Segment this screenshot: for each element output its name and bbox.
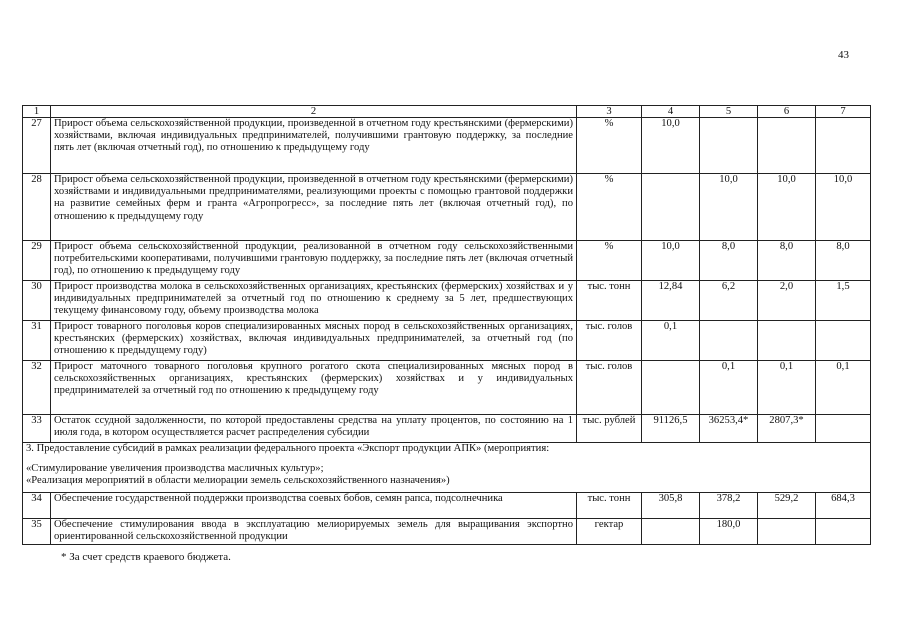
value-cell (642, 361, 700, 415)
header-cell: 4 (642, 106, 700, 118)
indicator-text: Прирост товарного поголовья коров специализированных мясных пород в сельскохозяйственных организациях, крестьянских (фермерских) хозяйствах, включая индивидуальных предпринимателей, за отчетный год (по отношению к предыдущему году) (51, 321, 577, 361)
unit-cell: тыс. тонн (577, 493, 642, 519)
value-cell: 8,0 (816, 241, 871, 281)
value-cell: 180,0 (700, 519, 758, 545)
value-cell: 10,0 (816, 174, 871, 241)
value-cell: 0,1 (642, 321, 700, 361)
value-cell: 12,84 (642, 281, 700, 321)
value-cell (642, 174, 700, 241)
value-cell: 10,0 (758, 174, 816, 241)
row-number: 27 (23, 118, 51, 174)
value-cell: 0,1 (700, 361, 758, 415)
indicator-text: Прирост маточного товарного поголовья крупного рогатого скота специализированных мясных пород в сельскохозяйственных организациях, крестьянских (фермерских) хозяйствах и у индивидуальных предпринимателей за отчетный год по отношению к предыдущему году (51, 361, 577, 415)
table-row (23, 241, 871, 281)
footnote: * За счет средств краевого бюджета. (61, 551, 231, 563)
row-number: 30 (23, 281, 51, 321)
value-cell (700, 321, 758, 361)
indicator-text: Прирост объема сельскохозяйственной продукции, произведенной в отчетном году крестьянскими (фермерскими) хозяйствами и индивидуальными предпринимателями, реализующими проекты с помощью грантовой поддержки на развитие семейных ферм и гранта «Агропрогресс», за последние пять лет (включая отчетный год), по отношению к предыдущему году (51, 174, 577, 241)
header-cell: 6 (758, 106, 816, 118)
indicator-text: Обеспечение стимулирования ввода в эксплуатацию мелиорируемых земель для выращивания экспортно ориентированной сельскохозяйственной продукции (51, 519, 577, 545)
value-cell: 529,2 (758, 493, 816, 519)
section-row (23, 443, 871, 493)
value-cell: 2,0 (758, 281, 816, 321)
value-cell: 36253,4* (700, 415, 758, 443)
unit-cell: % (577, 241, 642, 281)
indicator-text: Остаток ссудной задолженности, по которой предоставлены средства на уплату процентов, по состоянию на 1 июля года, в котором осуществляется расчет распределения субсидии (51, 415, 577, 443)
row-number: 29 (23, 241, 51, 281)
indicator-text: Прирост объема сельскохозяйственной продукции, реализованной в отчетном году сельскохозяйственными потребительскими кооперативами, получившими грантовую поддержку, за последние пять лет (включая отчетный год), по отношению к предыдущему году (51, 241, 577, 281)
section-item: «Реализация мероприятий в области мелиорации земель сельскохозяйственного назначения») (26, 475, 450, 487)
value-cell: 10,0 (642, 241, 700, 281)
row-number: 31 (23, 321, 51, 361)
table-row (23, 118, 871, 174)
value-cell (816, 321, 871, 361)
page-number: 43 (838, 49, 849, 61)
value-cell: 10,0 (642, 118, 700, 174)
header-cell: 5 (700, 106, 758, 118)
table-row (23, 281, 871, 321)
unit-cell: тыс. голов (577, 321, 642, 361)
table-header-row (23, 106, 871, 118)
value-cell: 6,2 (700, 281, 758, 321)
value-cell: 305,8 (642, 493, 700, 519)
unit-cell: % (577, 118, 642, 174)
indicator-text: Прирост объема сельскохозяйственной продукции, произведенной в отчетном году крестьянскими (фермерскими) хозяйствами, включая индивидуальных предпринимателей, получившими грантовую поддержку, за последние пять лет (включая отчетный год), по отношению к предыдущему году (51, 118, 577, 174)
value-cell: 10,0 (700, 174, 758, 241)
table-row (23, 415, 871, 443)
table-row (23, 519, 871, 545)
header-cell: 1 (23, 106, 51, 118)
row-number: 33 (23, 415, 51, 443)
unit-cell: гектар (577, 519, 642, 545)
unit-cell: тыс. рублей (577, 415, 642, 443)
value-cell (816, 415, 871, 443)
indicator-text: Обеспечение государственной поддержки производства соевых бобов, семян рапса, подсолнечника (51, 493, 577, 519)
table-row (23, 321, 871, 361)
row-number: 34 (23, 493, 51, 519)
value-cell: 8,0 (700, 241, 758, 281)
table-row (23, 493, 871, 519)
section-title: 3. Предоставление субсидий в рамках реализации федерального проекта «Экспорт продукции АПК» (мероприятия: (26, 443, 550, 454)
section-item: «Стимулирование увеличения производства масличных культур»; (26, 463, 324, 475)
value-cell: 2807,3* (758, 415, 816, 443)
value-cell: 91126,5 (642, 415, 700, 443)
unit-cell: тыс. голов (577, 361, 642, 415)
value-cell: 1,5 (816, 281, 871, 321)
value-cell: 378,2 (700, 493, 758, 519)
value-cell (758, 118, 816, 174)
table-row (23, 361, 871, 415)
header-cell: 3 (577, 106, 642, 118)
unit-cell: тыс. тонн (577, 281, 642, 321)
value-cell (758, 519, 816, 545)
value-cell (642, 519, 700, 545)
section-heading (23, 443, 871, 493)
indicator-text: Прирост производства молока в сельскохозяйственных организациях, крестьянских (фермерских) хозяйствах и у индивидуальных предпринимателей за отчетный год по отношению к среднему за 5 лет, предшествующих текущему финансовому году, объему производства молока (51, 281, 577, 321)
table-row (23, 174, 871, 241)
value-cell (758, 321, 816, 361)
indicators-table (22, 105, 871, 545)
header-cell: 7 (816, 106, 871, 118)
value-cell (816, 519, 871, 545)
unit-cell: % (577, 174, 642, 241)
value-cell: 8,0 (758, 241, 816, 281)
header-cell: 2 (51, 106, 577, 118)
value-cell: 0,1 (758, 361, 816, 415)
value-cell (700, 118, 758, 174)
row-number: 35 (23, 519, 51, 545)
row-number: 32 (23, 361, 51, 415)
value-cell (816, 118, 871, 174)
row-number: 28 (23, 174, 51, 241)
value-cell: 0,1 (816, 361, 871, 415)
value-cell: 684,3 (816, 493, 871, 519)
